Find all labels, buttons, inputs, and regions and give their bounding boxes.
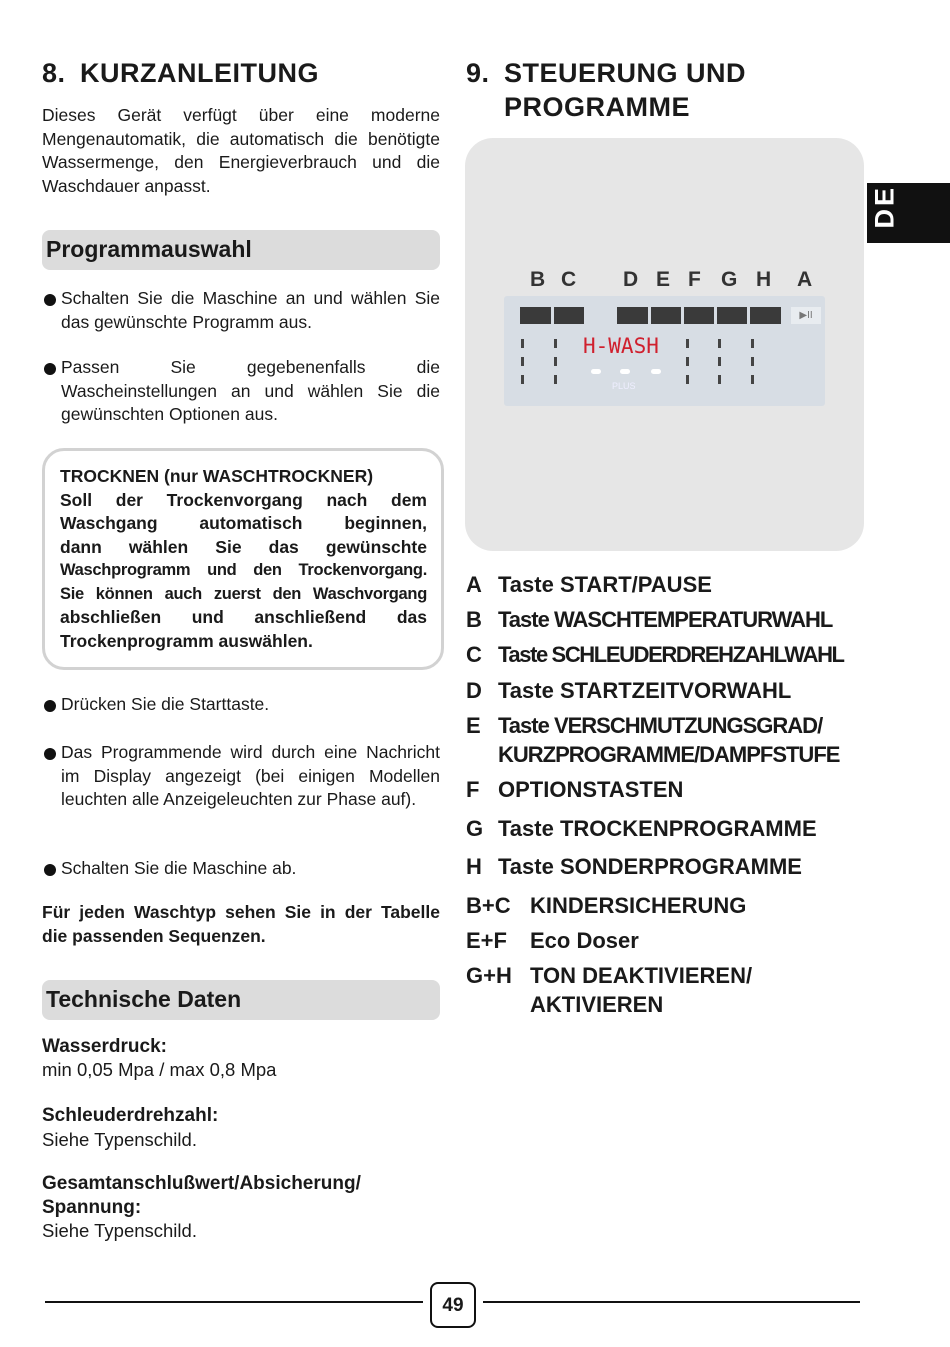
key-letter: B xyxy=(466,607,482,632)
section-programmauswahl: Programmauswahl xyxy=(42,230,440,270)
tech-value: min 0,05 Mpa / max 0,8 Mpa xyxy=(42,1059,277,1080)
button-b xyxy=(520,307,551,324)
box-line: abschließen und anschließend das xyxy=(60,607,427,627)
key-text: Taste VERSCHMUTZUNGSGRAD/ xyxy=(498,713,823,738)
panel-letter-h: H xyxy=(756,268,772,291)
key-text: TON DEAKTIVIEREN/ xyxy=(530,963,753,988)
footer-rule-left xyxy=(45,1301,423,1303)
key-text: Taste SONDERPROGRAMME xyxy=(498,854,802,879)
display-plus-label: PLUS xyxy=(612,381,636,391)
box-line: Trockenprogramm auswählen. xyxy=(60,630,313,651)
key-legend-g-h-line2 xyxy=(530,992,663,1018)
key-letter: B+C xyxy=(466,893,511,918)
display-segment xyxy=(521,375,524,384)
button-e xyxy=(651,307,681,324)
indicator-led xyxy=(591,369,601,374)
box-line: Waschgang automatisch beginnen, xyxy=(60,513,427,533)
tech-label: Wasserdruck: xyxy=(42,1036,167,1057)
list-item xyxy=(42,857,440,881)
bullet-text: Schalten Sie die Maschine an und wählen Sie das gewünschte Programm aus. xyxy=(61,288,440,332)
display-program-text: H-WASH xyxy=(583,334,659,358)
display-segment xyxy=(751,357,754,366)
language-tab xyxy=(867,183,950,243)
panel-letter-a: A xyxy=(797,268,813,291)
section-8-number: 8. xyxy=(42,58,66,88)
drying-note-box xyxy=(42,448,444,670)
bullet-icon xyxy=(44,700,56,712)
intro-paragraph: Dieses Gerät verfügt über eine moderne Mengenautomatik, die automatisch die benötigte Wassermenge, den Energieverbrauch und die Waschdauer anpasst. xyxy=(42,105,440,196)
key-letter: D xyxy=(466,678,482,703)
key-legend-c xyxy=(466,642,844,668)
bullet-text: Passen Sie gegebenenfalls die Wascheinstellungen an und wählen Sie die gewünschten Optionen aus. xyxy=(61,357,440,424)
display-segment xyxy=(718,339,721,348)
tech-label: Schleuderdrehzahl: xyxy=(42,1105,219,1126)
tech-label: Gesamtanschlußwert/Absicherung/ xyxy=(42,1173,361,1194)
key-letter: H xyxy=(466,854,482,879)
display-segment xyxy=(554,357,557,366)
key-legend-f xyxy=(466,777,683,803)
tech-value: Siehe Typenschild. xyxy=(42,1220,197,1241)
key-legend-g xyxy=(466,816,817,842)
panel-letter-g: G xyxy=(721,268,738,291)
key-letter: G+H xyxy=(466,963,512,988)
bullet-icon xyxy=(44,294,56,306)
display-segment xyxy=(554,375,557,384)
key-legend-e-f xyxy=(466,928,639,954)
key-legend-a xyxy=(466,572,712,598)
bullet-icon xyxy=(44,864,56,876)
key-text: Taste TROCKENPROGRAMME xyxy=(498,816,817,841)
panel-letter-f: F xyxy=(688,268,701,291)
list-item xyxy=(42,356,440,427)
bullet-text: Das Programmende wird durch eine Nachricht im Display angezeigt (bei einigen Modellen leuchten alle Anzeigeleuchten zur Phase auf). xyxy=(61,742,440,809)
list-item xyxy=(42,287,440,334)
box-line: Soll der Trockenvorgang nach dem xyxy=(60,489,427,510)
section-9-heading xyxy=(466,58,746,89)
key-text: Taste WASCHTEMPERATURWAHL xyxy=(498,607,833,632)
indicator-led xyxy=(651,369,661,374)
display-segment xyxy=(686,339,689,348)
panel-letter-d: D xyxy=(623,268,639,291)
box-line: TROCKNEN (nur WASCHTROCKNER) xyxy=(60,466,374,486)
section-9-title-line1: STEUERUNG UND xyxy=(504,58,747,88)
sequence-note: Für jeden Waschtyp sehen Sie in der Tabelle die passenden Sequenzen. xyxy=(42,902,440,946)
key-text: Eco Doser xyxy=(530,928,639,953)
panel-letter-c: C xyxy=(561,268,577,291)
display-segment xyxy=(686,375,689,384)
tech-label: Spannung: xyxy=(42,1197,142,1218)
key-text: AKTIVIEREN xyxy=(530,992,664,1017)
key-text: KURZPROGRAMME/DAMPFSTUFE xyxy=(498,742,840,767)
key-letter: E+F xyxy=(466,928,507,953)
display-segment xyxy=(751,375,754,384)
list-item xyxy=(42,741,440,812)
language-tab-label: DE xyxy=(869,184,900,229)
display-segment xyxy=(686,357,689,366)
display-segment xyxy=(554,339,557,348)
display-segment xyxy=(751,339,754,348)
key-legend-d xyxy=(466,678,791,704)
display-segment xyxy=(718,375,721,384)
button-c xyxy=(554,307,584,324)
key-legend-g-h xyxy=(466,963,752,989)
list-item xyxy=(42,693,440,717)
key-letter: G xyxy=(466,816,484,841)
key-legend-e-line2 xyxy=(498,742,839,768)
key-text: KINDERSICHERUNG xyxy=(530,893,747,918)
section-8-title: KURZANLEITUNG xyxy=(80,58,319,88)
page-number: 49 xyxy=(430,1282,476,1328)
section-9-number: 9. xyxy=(466,58,490,88)
key-legend-h xyxy=(466,854,802,880)
indicator-led xyxy=(620,369,630,374)
key-letter: C xyxy=(466,642,482,667)
box-line: dann wählen Sie das gewünschte xyxy=(60,536,427,557)
key-legend-b-c xyxy=(466,893,746,919)
bullet-icon xyxy=(44,748,56,760)
button-h xyxy=(750,307,781,324)
key-letter: A xyxy=(466,572,482,597)
button-d xyxy=(617,307,648,324)
panel-letter-e: E xyxy=(656,268,671,291)
key-legend-b xyxy=(466,607,832,633)
button-f xyxy=(684,307,714,324)
key-letter: F xyxy=(466,777,480,802)
section-9-title-line2: PROGRAMME xyxy=(504,92,690,122)
box-line: Waschprogramm und den Trockenvorgang. xyxy=(60,561,427,579)
panel-letter-b: B xyxy=(530,268,546,291)
display-segment xyxy=(718,357,721,366)
key-text: OPTIONSTASTEN xyxy=(498,777,684,802)
key-letter: E xyxy=(466,713,481,738)
display-segment xyxy=(521,339,524,348)
key-text: Taste STARTZEITVORWAHL xyxy=(498,678,792,703)
button-g xyxy=(717,307,747,324)
display-segment xyxy=(521,357,524,366)
bullet-text: Schalten Sie die Maschine ab. xyxy=(61,858,297,878)
key-text: Taste START/PAUSE xyxy=(498,572,712,597)
key-text: Taste SCHLEUDERDREHZAHLWAHL xyxy=(498,642,844,667)
bullet-icon xyxy=(44,363,56,375)
bullet-text: Drücken Sie die Starttaste. xyxy=(61,694,270,714)
start-pause-icon: ▶II xyxy=(791,307,821,324)
section-8-heading xyxy=(42,58,319,89)
key-legend-e xyxy=(466,713,822,739)
footer-rule-right xyxy=(483,1301,860,1303)
section-technische-daten: Technische Daten xyxy=(42,980,440,1020)
tech-value: Siehe Typenschild. xyxy=(42,1129,197,1150)
box-line: Sie können auch zuerst den Waschvorgang xyxy=(60,584,427,603)
